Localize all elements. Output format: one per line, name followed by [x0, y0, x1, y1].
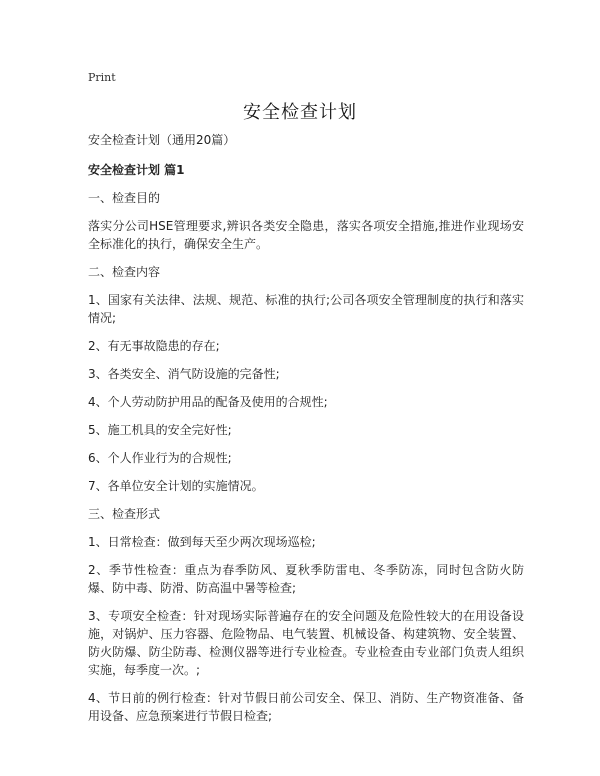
paragraph: 落实分公司HSE管理要求,辨识各类安全隐患，落实各项安全措施,推进作业现场安全标准化的执行，确保安全生产。 [88, 219, 524, 251]
document-content [88, 131, 524, 735]
paragraph: 5、施工机具的安全完好性; [88, 423, 232, 437]
document-subtitle: 安全检查计划（通用20篇） [88, 133, 236, 147]
paragraph: 1、日常检查：做到每天至少两次现场巡检; [88, 535, 316, 549]
paragraph: 4、节日前的例行检查：针对节假日前公司安全、保卫、消防、生产物资准备、备用设备、应急预案进行节假日检查; [88, 691, 524, 723]
paragraph: 1、国家有关法律、法规、规范、标准的执行;公司各项安全管理制度的执行和落实情况; [88, 293, 524, 325]
paragraph: 4、个人劳动防护用品的配备及使用的合规性; [88, 395, 328, 409]
heading: 一、检查目的 [88, 191, 161, 205]
heading: 三、检查形式 [88, 507, 161, 521]
document-title: 安全检查计划 [243, 102, 357, 123]
section-title: 安全检查计划 篇1 [88, 163, 185, 177]
paragraph: 2、季节性检查：重点为春季防风、夏秋季防雷电、冬季防冻，同时包含防火防爆、防中毒、防滑、防高温中暑等检查; [88, 563, 524, 595]
paragraph: 2、有无事故隐患的存在; [88, 339, 220, 353]
paragraph: 3、各类安全、消气防设施的完备性; [88, 367, 280, 381]
paragraph: 3、专项安全检查：针对现场实际普遍存在的安全问题及危险性较大的在用设备设施，对锅炉、压力容器、危险物品、电气装置、机械设备、构建筑物、安全装置、防火防爆、防尘防毒、检测仪器等进行专业检查。专业检查由专业部门负责人组织实施，每季度一次。; [88, 609, 524, 677]
paragraph: 7、各单位安全计划的实施情况。 [88, 479, 264, 493]
paragraph: 6、个人作业行为的合规性; [88, 451, 232, 465]
heading: 二、检查内容 [88, 265, 161, 279]
print-label[interactable]: Print [88, 71, 116, 84]
